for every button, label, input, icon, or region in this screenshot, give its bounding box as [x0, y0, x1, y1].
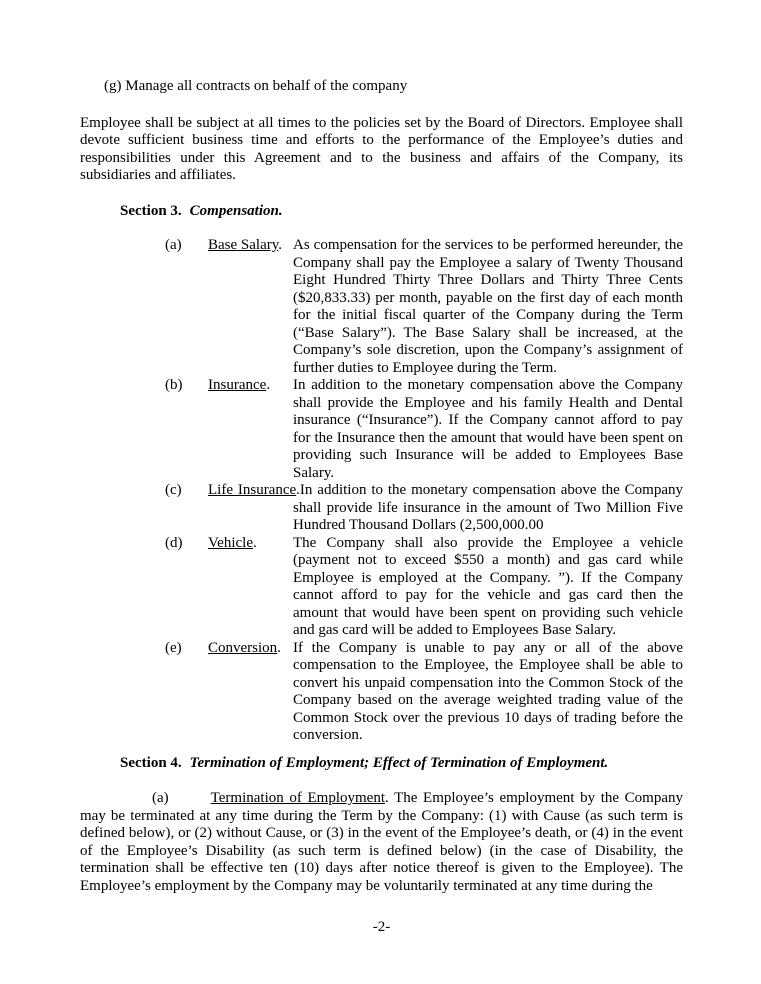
clause-g-text: (g) Manage all contracts on behalf of the company: [104, 78, 408, 94]
para-text: . The Employee’s employment by the Company may be terminated at any time during the Term by the Company: (1) with Cause (as such term is defined below), or (2) without Cause, or (3) in the event of the Employee’s death, or (4) in the event of the Employee’s Disability (as such term is defined below) (in the case of Disability, the termination shall be effective ten (10) days after notice thereof is given to the Employee). The Employee’s employment by the Company may be voluntarily terminated at any time during the: [80, 790, 683, 894]
item-label: Conversion.: [208, 639, 281, 656]
item-body: As compensation for the services to be performed hereunder, the Company shall pay the Employee a salary of Twenty Thousand Eight Hundred Thirty Three Dollars and Thirty Three Cents ($20,833.33) per month, payable on the first day of each month for the initial fiscal quarter of the Company during the Term (“Base Salary”). The Base Salary shall be increased, at the Company’s sole discretion, upon the Company’s assignment of further duties to Employee during the Term.: [293, 237, 683, 376]
section4-title: Termination of Employment; Effect of Termination of Employment.: [189, 754, 609, 771]
section3-heading: [80, 203, 683, 221]
item-label: Base Salary.: [208, 237, 283, 253]
section3-number: Section 3.: [120, 202, 182, 219]
page-number: -2-: [372, 919, 391, 935]
item-letter: (a): [165, 237, 182, 253]
para-letter: (a): [152, 790, 169, 806]
item-label: Vehicle.: [208, 534, 257, 551]
item-body: The Company shall also provide the Employee a vehicle (payment not to exceed $550 a month) and gas card while Employee is employed at the Company. ”). If the Company cannot afford to pay for the vehicle and gas card then the amount that would have been spent on providing such vehicle and gas card will be added to Employees Base Salary.: [293, 534, 683, 638]
item-letter: (e): [165, 639, 182, 656]
item-label: Insurance.: [208, 377, 271, 393]
compensation-list: [80, 237, 683, 745]
item-body: Life Insurance.In addition to the monetary compensation above the Company shall provide life insurance in the amount of Two Million Five Hundred Thousand Dollars (2,500,000.00: [208, 482, 683, 533]
intro-paragraph: Employee shall be subject at all times to the policies set by the Board of Directors. Employee shall devote sufficient business time and efforts to the performance of the Employee’s duties and responsibilities under this Agreement and to the business and affairs of the Company, its subsidiaries and affiliates.: [80, 114, 683, 183]
para-label: Termination of Employment: [210, 790, 385, 806]
section3-title: Compensation.: [189, 202, 283, 219]
list-item-vehicle: [165, 534, 683, 640]
list-item-base-salary: [165, 237, 683, 377]
section4-heading: [80, 755, 683, 773]
list-item-life-insurance: [165, 482, 683, 535]
item-body: In addition to the monetary compensation above the Company shall provide the Employee and his family Health and Dental insurance (“Insurance”). If the Company cannot afford to pay for the Insurance then the amount that would have been spent on providing such Insurance will be added to Employees Base Salary.: [293, 377, 683, 481]
item-letter: (d): [165, 534, 183, 551]
termination-paragraph: [80, 790, 683, 895]
list-item-conversion: [165, 639, 683, 745]
item-body: If the Company is unable to pay any or all of the above compensation to the Employee, the Employee shall be able to convert his unpaid compensation into the Common Stock of the Company based on the average weighted trading value of the Common Stock over the previous 10 days of trading before the conversion.: [293, 639, 683, 743]
item-letter: (b): [165, 377, 183, 393]
list-item-insurance: [165, 377, 683, 482]
item-letter: (c): [165, 482, 182, 498]
section4-number: Section 4.: [120, 754, 182, 771]
